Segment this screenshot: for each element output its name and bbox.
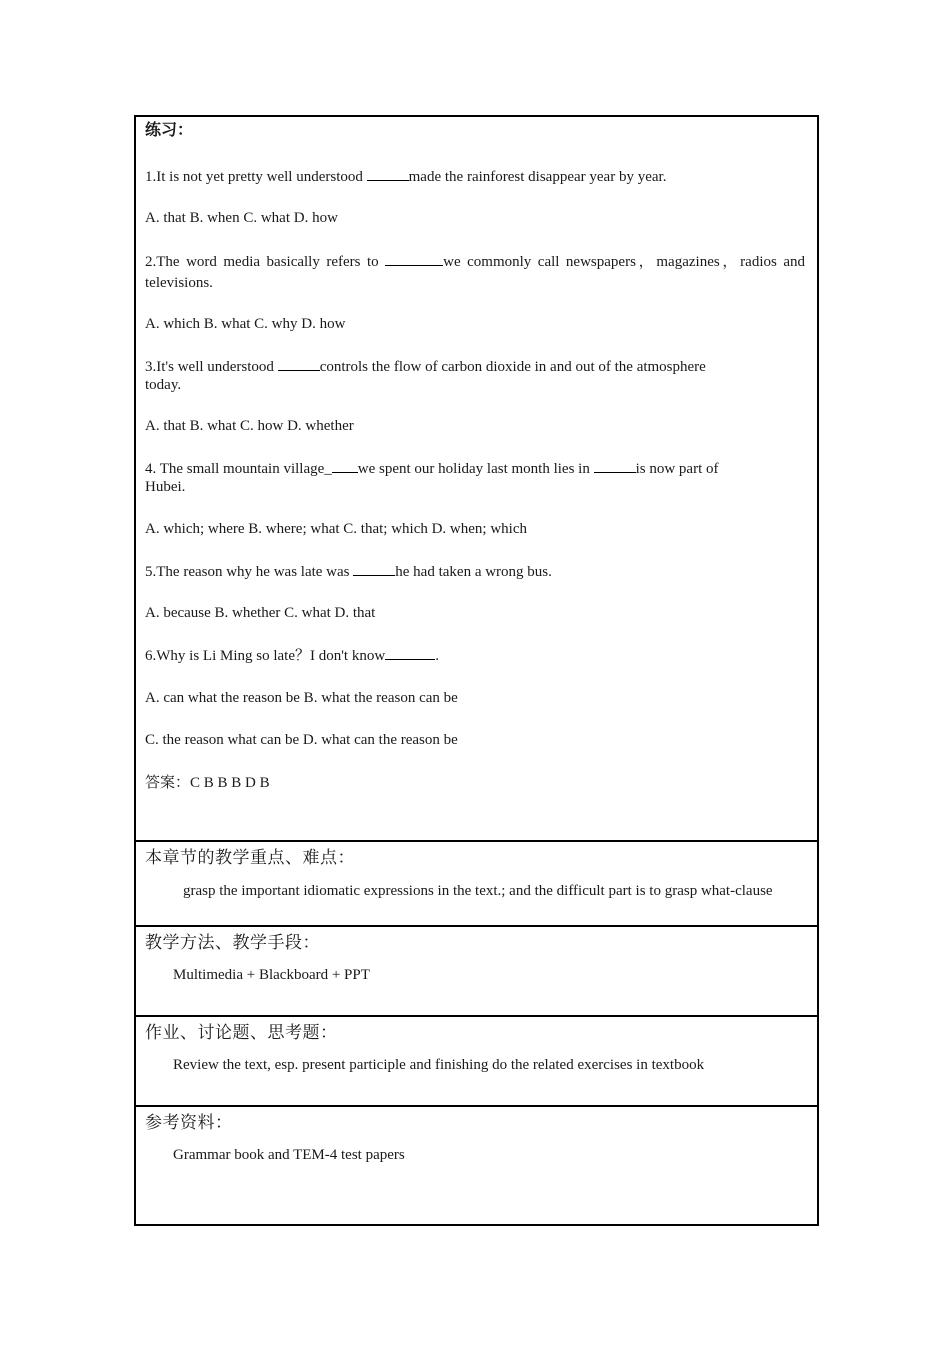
q6-blank <box>385 645 435 660</box>
q4-text-after: is now part of <box>635 461 719 477</box>
question-4 <box>145 458 805 479</box>
q1-blank <box>367 166 409 181</box>
homework-heading: 作业、讨论题、思考题： <box>145 1023 338 1042</box>
q3-text-before: 3.It's well understood <box>145 359 278 375</box>
q4-line-2: Hubei. <box>145 479 186 495</box>
q2-blank <box>385 251 443 266</box>
q1-options: A. that B. when C. what D. how <box>145 210 338 226</box>
q4-blank-2 <box>594 458 636 473</box>
reference-section <box>136 1107 817 1226</box>
question-1 <box>145 166 805 187</box>
q5-text-after: he had taken a wrong bus. <box>395 564 552 580</box>
q5-options: A. because B. whether C. what D. that <box>145 605 376 621</box>
focus-heading: 本章节的教学重点、难点： <box>145 848 355 867</box>
focus-text: grasp the important idiomatic expressions in the text.; and the difficult part is to grasp what-clause <box>183 883 773 899</box>
homework-section <box>136 1017 817 1107</box>
q2-text-before: 2.The word media basically refers to <box>145 254 386 270</box>
q5-blank <box>353 561 395 576</box>
q3-line-2: today. <box>145 377 182 393</box>
reference-text: Grammar book and TEM-4 test papers <box>173 1147 405 1163</box>
q4-text-before: 4. The small mountain village_ <box>145 461 332 477</box>
q2-text-after: we commonly call newspapers，magazines，radios and televisions. <box>145 254 805 291</box>
q3-options: A. that B. what C. how D. whether <box>145 418 354 434</box>
q3-text-after: controls the flow of carbon dioxide in and out of the atmosphere <box>319 359 706 375</box>
question-5 <box>145 561 805 582</box>
q3-blank <box>278 356 320 371</box>
method-heading: 教学方法、教学手段： <box>145 933 320 952</box>
q4-options: A. which; where B. where; what C. that; which D. when; which <box>145 521 527 537</box>
q1-text-before: 1.It is not yet pretty well understood <box>145 169 367 185</box>
q6-text-before: 6.Why is Li Ming so late？I don't know <box>145 648 386 664</box>
q4-blank-1 <box>332 458 358 473</box>
reference-heading: 参考资料： <box>145 1113 233 1132</box>
q6-text-after: . <box>435 648 439 664</box>
q6-options-cd: C. the reason what can be D. what can the reason be <box>145 732 458 748</box>
q4-text-middle: we spent our holiday last month lies in <box>357 461 594 477</box>
focus-section <box>136 842 817 927</box>
q6-options-ab: A. can what the reason be B. what the reason can be <box>145 690 458 706</box>
question-6 <box>145 645 805 666</box>
q2-options: A. which B. what C. why D. how <box>145 316 346 332</box>
exercise-heading: 练习： <box>145 122 194 139</box>
q5-text-before: 5.The reason why he was late was <box>145 564 354 580</box>
homework-text: Review the text, esp. present participle and finishing do the related exercises in textbook <box>173 1057 705 1073</box>
question-3 <box>145 356 805 377</box>
exercise-section <box>136 117 817 842</box>
question-2 <box>145 251 805 294</box>
answer-key: 答案：C B B B D B <box>145 775 270 791</box>
q1-text-after: made the rainforest disappear year by year. <box>408 169 667 185</box>
lesson-table <box>134 115 819 1226</box>
method-section <box>136 927 817 1017</box>
method-text: Multimedia + Blackboard + PPT <box>173 967 370 983</box>
